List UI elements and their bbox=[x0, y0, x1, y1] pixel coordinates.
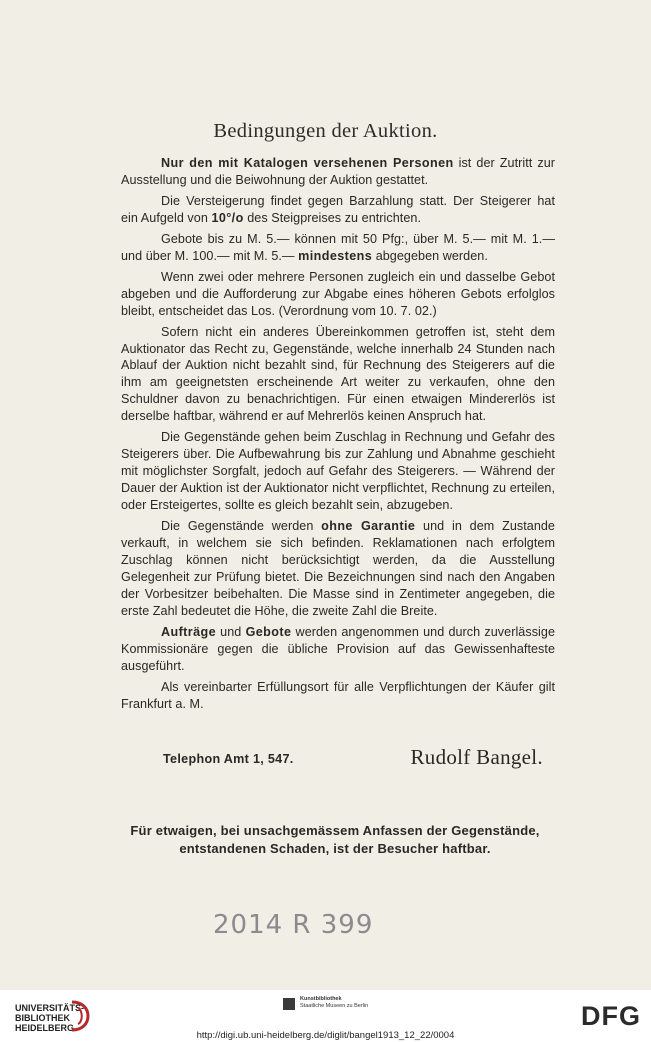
liability-notice: Für etwaigen, bei unsachgemässem Anfassen der Gegenstände, entstandenen Schaden, ist der Besucher haftbar. bbox=[130, 823, 540, 856]
conditions-text bbox=[121, 155, 555, 717]
paragraph-7: Die Gegenstände werden ohne Garantie und in dem Zustande verkauft, in welchem sie sich befinden. Reklamationen nach erfolgtem Zuschlag können nicht berücksichtigt werden, da die Ausstellung Gelegenheit zur Prüfung bietet. Die Bezeichnungen sind nach den Angaben der Vorbesitzer beibehalten. Die Masse sind in Zentimeter angegeben, die erste Zahl bedeutet die Höhe, die zweite Zahl die Breite. bbox=[121, 519, 555, 618]
paragraph-8: Aufträge und Gebote werden angenommen und durch zuverlässige Kommissionäre gegen die übliche Provision auf das Gewissenhafteste ausgeführt. bbox=[121, 624, 555, 673]
paragraph-1: Nur den mit Katalogen versehenen Personen ist der Zutritt zur Ausstellung und die Beiwohnung der Auktion gestattet. bbox=[121, 156, 555, 187]
university-library-logo[interactable]: UNIVERSITÄTS- BIBLIOTHEK HEIDELBERG bbox=[6, 996, 96, 1036]
kunstbibliothek-logo-icon[interactable] bbox=[283, 998, 295, 1010]
document-title: Bedingungen der Auktion. bbox=[213, 120, 438, 142]
dfg-logo[interactable]: DFG bbox=[581, 1001, 641, 1031]
paragraph-4: Wenn zwei oder mehrere Personen zugleich ein und dasselbe Gebot abgeben und die Aufforderung zur Abgabe eines höheren Gebots erfolglos bleibt, entscheidet das Los. (Verordnung vom 10. 7. 02.) bbox=[121, 269, 555, 318]
library-seal-icon bbox=[68, 998, 94, 1034]
signature-row bbox=[121, 745, 555, 773]
footer-bar bbox=[0, 990, 651, 1042]
paragraph-9: Als vereinbarter Erfüllungsort für alle Verpflichtungen der Käufer gilt Frankfurt a. M. bbox=[121, 679, 555, 711]
paragraph-5: Sofern nicht ein anderes Übereinkommen getroffen ist, steht dem Auktionator das Recht zu, Gegenstände, welche innerhalb 24 Stunden nach Ablauf der Auktion nicht bezahlt sind, für Rechnung des Steigerers auf die ihm am geeignetsten erscheinende Art weiter zu verkaufen, ohne den Schuldner davon zu benachrichtigen. Für einen etwaigen Mindererlös ist derselbe haftbar, während er auf Mehrerlös keinen Anspruch hat. bbox=[121, 324, 555, 424]
signature-name: Rudolf Bangel. bbox=[410, 745, 543, 769]
handwritten-shelfmark: 2014 R 399 bbox=[213, 910, 374, 940]
telephone-number: Telephon Amt 1, 547. bbox=[163, 752, 294, 766]
paragraph-3: Gebote bis zu M. 5.— können mit 50 Pfg:, über M. 5.— mit M. 1.— und über M. 100.— mit M. 5.— mindestens abgegeben werden. bbox=[121, 231, 555, 263]
paragraph-6: Die Gegenstände gehen beim Zuschlag in Rechnung und Gefahr des Steigerers über. Die Aufbewahrung bis zur Zahlung und Abnahme geschieht mit möglichster Sorgfalt, jedoch auf Gefahr des Steigerers. — Während der Dauer der Auktion ist der Auktionator nicht verpflichtet, Rechnung zu erteilen, oder Ersteigertes, sollte es gleich bezahlt sein, abzugeben. bbox=[121, 430, 555, 513]
permalink-url[interactable]: http://digi.ub.uni-heidelberg.de/diglit/bangel1913_12_22/0004 bbox=[196, 1030, 455, 1041]
kunstbibliothek-label: Kunstbibliothek Staatliche Museen zu Berlin bbox=[300, 996, 369, 1009]
paragraph-2: Die Versteigerung findet gegen Barzahlung statt. Der Steigerer hat ein Aufgeld von 10°/o des Steigpreises zu entrichten. bbox=[121, 193, 555, 225]
